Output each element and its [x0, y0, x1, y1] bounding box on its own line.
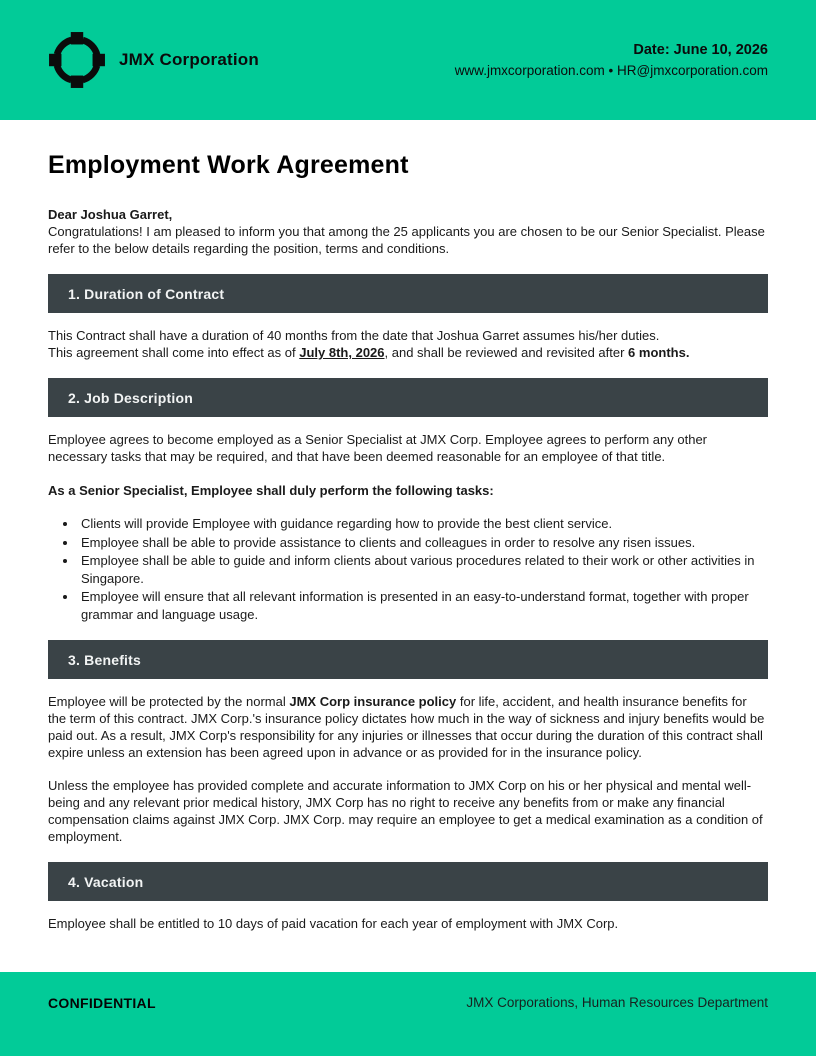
department-label: JMX Corporations, Human Resources Department	[466, 995, 768, 1010]
contact-line	[455, 63, 768, 78]
salutation: Dear Joshua Garret,	[48, 207, 173, 222]
company-logo-icon	[48, 31, 106, 89]
task-item: • Employee shall be able to guide and inform clients about various procedures related to their work or other activities in Singapore.	[78, 552, 768, 587]
tasks-list	[48, 515, 768, 623]
company-website: www.jmxcorporation.com	[454, 63, 605, 78]
section-header-vacation	[48, 862, 768, 901]
section-title: 1. Duration of Contract	[68, 285, 225, 302]
task-item: • Employee shall be able to provide assistance to clients and colleagues in order to resolve any risen issues.	[78, 534, 768, 552]
page-title: Employment Work Agreement	[48, 151, 409, 179]
document-footer	[0, 972, 816, 1056]
brand-block	[48, 31, 259, 89]
task-item: • Clients will provide Employee with guidance regarding how to provide the best client service.	[78, 515, 768, 533]
confidential-label: CONFIDENTIAL	[48, 995, 156, 1011]
benefits-paragraph-2: Unless the employee has provided complete and accurate information to JMX Corp on his or her physical and mental well-being and any relevant prior medical history, JMX Corp has no right to receive any benefits from or make any financial compensation claims against JMX Corp. JMX Corp. may require an employee to get a medical examination as a condition of employment.	[48, 778, 763, 844]
header-contact-block	[455, 42, 768, 78]
task-item: • Employee will ensure that all relevant information is presented in an easy-to-understand format, together with proper grammar and language usage.	[78, 588, 768, 623]
job-description-paragraph: Employee agrees to become employed as a Senior Specialist at JMX Corp. Employee agrees to perform any other necessary tasks that may be required, and that have been deemed reasonable for an employee of that title.	[48, 432, 708, 464]
section-title: 2. Job Description	[68, 389, 193, 406]
section-title: 4. Vacation	[68, 873, 144, 890]
tasks-intro: As a Senior Specialist, Employee shall duly perform the following tasks:	[48, 483, 494, 498]
section-header-duration	[48, 274, 768, 313]
section-header-benefits	[48, 640, 768, 679]
bullet-separator: •	[608, 63, 614, 78]
section-title: 3. Benefits	[68, 651, 141, 668]
document-body	[0, 151, 816, 932]
intro-paragraph: Congratulations! I am pleased to inform you that among the 25 applicants you are chosen to be our Senior Specialist. Please refer to the below details regarding the position, terms and conditions.	[48, 224, 765, 256]
hr-email: HR@jmxcorporation.com	[617, 63, 768, 78]
letterhead-header	[0, 0, 816, 120]
duration-paragraph-1: This Contract shall have a duration of 40 months from the date that Joshua Garret assumes his/her duties.	[48, 328, 660, 343]
duration-paragraph-2: This agreement shall come into effect as of July 8th, 2026, and shall be reviewed and revisited after 6 months.	[48, 345, 690, 360]
vacation-paragraph: Employee shall be entitled to 10 days of paid vacation for each year of employment with JMX Corp.	[48, 916, 619, 931]
section-header-job-description	[48, 378, 768, 417]
benefits-paragraph-1: Employee will be protected by the normal JMX Corp insurance policy for life, accident, and health insurance benefits for the term of this contract. JMX Corp.'s insurance policy dictates how much in the way of sickness and injury benefits would be paid out. As a result, JMX Corp's responsibility for any injuries or illnesses that occur during the duration of this contract shall expire unless an extension has been agreed upon in advance or as provided for in the insurance policy.	[48, 694, 765, 760]
document-date: Date: June 10, 2026	[633, 42, 768, 58]
company-name: JMX Corporation	[119, 50, 259, 69]
